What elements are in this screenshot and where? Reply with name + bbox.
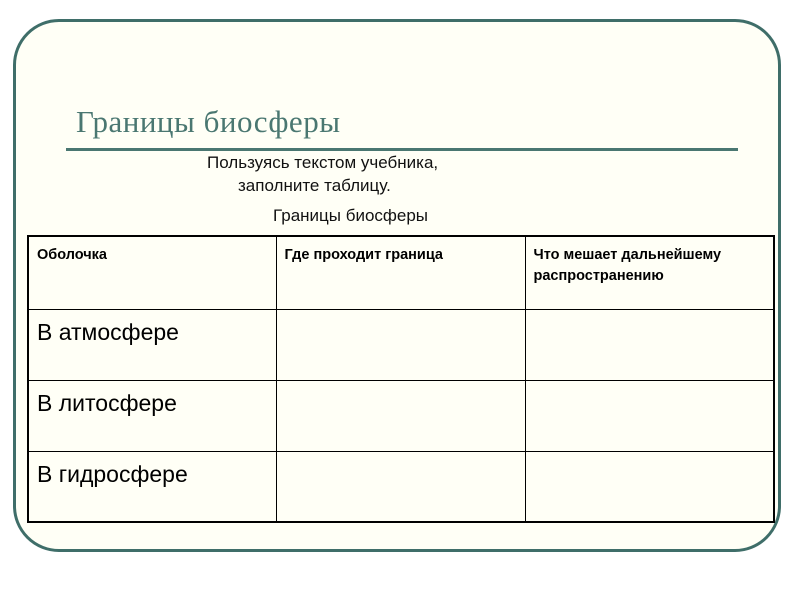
- table-row: [28, 380, 774, 451]
- cell-obstacle[interactable]: [525, 309, 774, 380]
- cell-shell: В гидросфере: [28, 451, 276, 522]
- biosphere-table: [27, 235, 775, 523]
- cell-boundary[interactable]: [276, 451, 525, 522]
- cell-obstacle[interactable]: [525, 380, 774, 451]
- cell-boundary[interactable]: [276, 309, 525, 380]
- table-caption: Границы биосферы: [273, 206, 429, 225]
- slide-title: Границы биосферы: [76, 104, 341, 139]
- table-row: [28, 451, 774, 522]
- cell-shell: В литосфере: [28, 380, 276, 451]
- instruction-line-1: Пользуясь текстом учебника,: [207, 153, 439, 172]
- header-boundary: Где проходит граница: [276, 236, 525, 309]
- cell-boundary[interactable]: [276, 380, 525, 451]
- table-row: [28, 309, 774, 380]
- cell-shell: В атмосфере: [28, 309, 276, 380]
- header-shell: Оболочка: [28, 236, 276, 309]
- instruction-line-2: заполните таблицу.: [238, 176, 391, 195]
- title-underline: [66, 148, 738, 151]
- header-obstacle: Что мешает дальнейшему распространению: [525, 236, 774, 309]
- table-header-row: [28, 236, 774, 309]
- cell-obstacle[interactable]: [525, 451, 774, 522]
